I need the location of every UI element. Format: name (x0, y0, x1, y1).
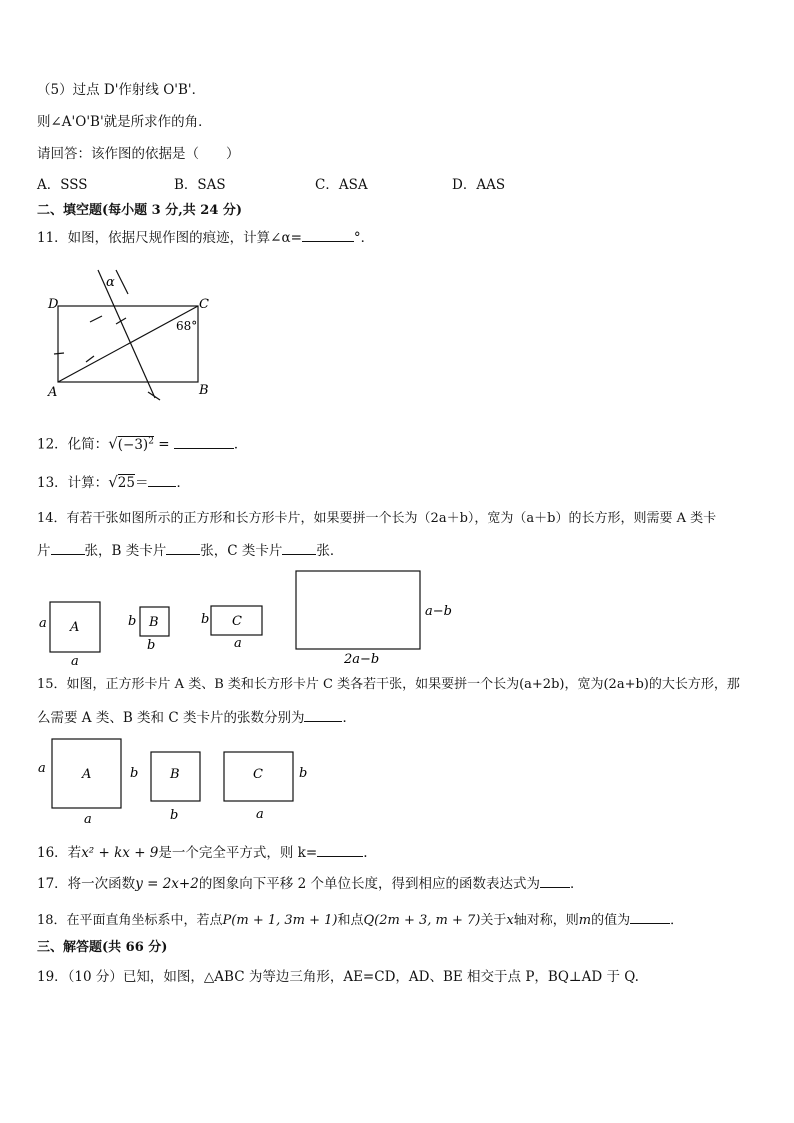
card-a-right: b (130, 766, 139, 781)
q13-blank[interactable] (148, 472, 176, 487)
q10-option-b[interactable]: B．SAS (174, 177, 226, 193)
q14-blank-b[interactable] (166, 540, 200, 555)
card-a-label: A (70, 620, 80, 635)
q19-text: 19．（10 分）已知，如图，△ABC 为等边三角形，AE=CD，AD、BE 相交于点 P，BQ⊥AD 于 Q. (37, 969, 639, 985)
card-a-side: a (39, 616, 47, 631)
q13-text: 13．计算：√25＝ ． (37, 473, 190, 491)
q14-line1: 14．有若干张如图所示的正方形和长方形卡片，如果要拼一个长为（2a＋b），宽为（a＋b）的长方形，则需要 A 类卡 (37, 511, 717, 526)
q16-expression: x² + kx + 9 (81, 845, 159, 861)
section-heading-fill-in: 二、填空题(每小题 3 分,共 24 分) (37, 203, 243, 218)
q11-blank[interactable] (302, 227, 354, 242)
q11-figure (40, 258, 220, 408)
card-b-label: B (170, 767, 180, 782)
q12-blank[interactable] (174, 434, 234, 449)
q15-figure (30, 735, 320, 830)
label-c: C (199, 297, 209, 312)
label-alpha: α (106, 275, 115, 290)
big-rect-bottom: 2a−b (344, 652, 380, 667)
big-rect-side: a−b (425, 604, 452, 619)
card-a-side: a (38, 761, 46, 776)
card-b-bottom: b (147, 638, 156, 653)
card-c-bottom: a (234, 636, 242, 651)
q11-text: 11．如图，依据尺规作图的痕迹，计算∠α= °． (37, 227, 374, 248)
q18-text: 18．在平面直角坐标系中，若点P(m + 1, 3m + 1)和点Q(2m + 3, m + 7)关于x轴对称，则m的值为 ． (37, 909, 683, 931)
q17-function: y = 2x+2 (135, 876, 199, 892)
label-angle-68: 68° (176, 319, 198, 333)
q10-question: 请回答：该作图的依据是（ ） (37, 146, 240, 162)
q14-blank-c[interactable] (282, 540, 316, 555)
diagonal-ac (58, 306, 198, 382)
label-a: A (48, 385, 58, 400)
q18-point-q: Q(2m + 3, m + 7) (363, 913, 481, 928)
label-b: B (199, 383, 209, 398)
q15-line1: 15．如图，正方形卡片 A 类、B 类和长方形卡片 C 类各若干张，如果要拼一个长为(a+2b)，宽为(2a+b)的大长方形，那 (37, 677, 740, 692)
card-b-bottom: b (170, 808, 179, 823)
q14-figure (30, 565, 460, 670)
q15-line2: 么需要 A 类、B 类和 C 类卡片的张数分别为 ． (37, 707, 356, 728)
q10-option-a[interactable]: A．SSS (37, 177, 88, 193)
q14-line2: 片 张，B 类卡片 张，C 类卡片 张． (37, 540, 343, 561)
card-b-label: B (149, 615, 159, 630)
q10-option-d[interactable]: D．AAS (452, 177, 506, 193)
card-c-bottom: a (256, 807, 264, 822)
card-c-label: C (232, 614, 242, 629)
card-a-label: A (82, 767, 92, 782)
q15-blank[interactable] (304, 707, 342, 722)
angle-bisector (116, 270, 128, 294)
q18-blank[interactable] (630, 909, 670, 924)
q17-blank[interactable] (540, 873, 570, 888)
q18-point-p: P(m + 1, 3m + 1) (222, 913, 338, 928)
card-a-bottom: a (84, 812, 92, 827)
card-c-right: b (299, 766, 308, 781)
card-b-side: b (128, 614, 137, 629)
q10-option-c[interactable]: C．ASA (315, 177, 368, 193)
q12-text: 12．化简：$√(-3)^2$ = ． (37, 434, 248, 453)
q10-conclusion: 则∠A'O'B'就是所求作的角． (37, 114, 212, 130)
q10-step5: （5）过点 D'作射线 O'B'． (37, 82, 206, 98)
q17-text: 17．将一次函数y = 2x+2的图象向下平移 2 个单位长度，得到相应的函数表达式为 ． (37, 873, 583, 894)
big-rectangle (296, 571, 420, 649)
q16-blank[interactable] (317, 842, 363, 857)
q14-blank-a[interactable] (51, 540, 85, 555)
card-c-label: C (253, 767, 263, 782)
card-a-bottom: a (71, 654, 79, 669)
q16-text: 16．若x² + kx + 9是一个完全平方式，则 k= . (37, 842, 367, 863)
card-c-side: b (201, 612, 210, 627)
section-heading-solutions: 三、解答题(共 66 分) (37, 940, 168, 955)
label-d: D (48, 297, 59, 312)
